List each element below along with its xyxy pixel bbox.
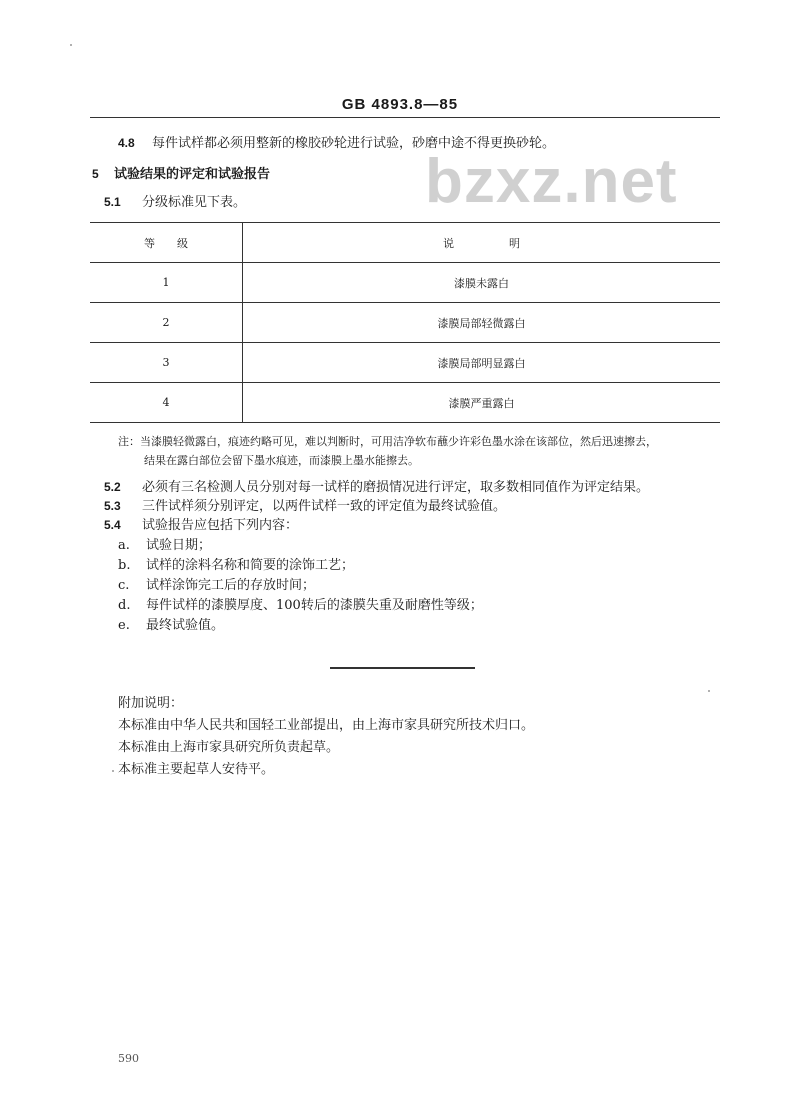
list-label: d. — [118, 598, 131, 613]
clause-text: 分级标准见下表。 — [142, 195, 247, 210]
header-grade: 等 级 — [90, 223, 243, 263]
table-row — [90, 343, 720, 383]
grading-table — [90, 222, 720, 423]
list-label: a. — [118, 538, 130, 553]
clause-number: 5.2 — [104, 480, 121, 494]
table-row — [90, 303, 720, 343]
end-divider — [330, 667, 475, 669]
list-text: 试样涂饰完工后的存放时间； — [146, 578, 316, 593]
table-row — [90, 263, 720, 303]
list-item — [118, 597, 483, 615]
list-label: b. — [118, 558, 131, 573]
list-item — [118, 537, 211, 555]
table-row — [90, 383, 720, 423]
clause-text: 试验报告应包括下列内容： — [142, 518, 299, 533]
header-rule — [90, 117, 720, 118]
page-number: 590 — [118, 1052, 139, 1065]
clause-5-4 — [104, 516, 298, 535]
clause-5-1 — [104, 193, 246, 212]
list-item — [118, 617, 224, 635]
clause-text: 三件试样须分别评定，以两件试样一致的评定值为最终试验值。 — [142, 499, 507, 514]
watermark: bzxz.net — [425, 147, 678, 216]
appendix-line: 本标准主要起草人安待平。 — [118, 762, 275, 777]
list-text: 试验日期； — [146, 538, 212, 553]
list-label: e. — [118, 618, 130, 633]
grade-cell: 1 — [90, 263, 243, 303]
grade-cell: 4 — [90, 383, 243, 423]
description-cell: 漆膜严重露白 — [243, 383, 721, 423]
grade-cell: 2 — [90, 303, 243, 343]
list-text: 最终试验值。 — [146, 618, 225, 633]
clause-4-8 — [118, 134, 555, 153]
table-note-line-1: 注：当漆膜轻微露白，痕迹约略可见，难以判断时，可用洁净软布蘸少许彩色墨水涂在该部位，然后迅速擦去， — [118, 435, 657, 448]
clause-text: 每件试样都必须用整新的橡胶砂轮进行试验，砂磨中途不得更换砂轮。 — [152, 136, 556, 151]
appendix-title: 附加说明： — [118, 696, 184, 711]
table-note-line-2: 结果在露白部位会留下墨水痕迹，而漆膜上墨水能擦去。 — [144, 454, 419, 467]
list-text: 试样的涂料名称和简要的涂饰工艺； — [146, 558, 355, 573]
standard-code-header: GB 4893.8—85 — [341, 96, 459, 113]
description-cell: 漆膜局部轻微露白 — [243, 303, 721, 343]
scan-speck — [708, 690, 710, 692]
section-title: 试验结果的评定和试验报告 — [114, 167, 271, 182]
clause-number: 4.8 — [118, 136, 135, 150]
description-cell: 漆膜局部明显露白 — [243, 343, 721, 383]
appendix-line: 本标准由中华人民共和国轻工业部提出，由上海市家具研究所技术归口。 — [118, 718, 535, 733]
clause-text: 必须有三名检测人员分别对每一试样的磨损情况进行评定，取多数相同值作为评定结果。 — [142, 480, 650, 495]
scan-speck — [70, 44, 72, 46]
clause-5-2 — [104, 478, 649, 497]
list-item — [118, 557, 354, 575]
scan-speck — [112, 770, 114, 772]
grade-cell: 3 — [90, 343, 243, 383]
clause-number: 5.1 — [104, 195, 121, 209]
section-5-heading — [92, 165, 270, 184]
list-label: c. — [118, 578, 130, 593]
clause-5-3 — [104, 497, 506, 516]
clause-number: 5.3 — [104, 499, 121, 513]
clause-number: 5.4 — [104, 518, 121, 532]
header-description: 说 明 — [243, 223, 721, 263]
description-cell: 漆膜未露白 — [243, 263, 721, 303]
appendix-line: 本标准由上海市家具研究所负责起草。 — [118, 740, 340, 755]
list-text: 每件试样的漆膜厚度、100转后的漆膜失重及耐磨性等级； — [146, 598, 483, 613]
section-number: 5 — [92, 167, 99, 181]
list-item — [118, 577, 315, 595]
table-header-row — [90, 223, 720, 263]
